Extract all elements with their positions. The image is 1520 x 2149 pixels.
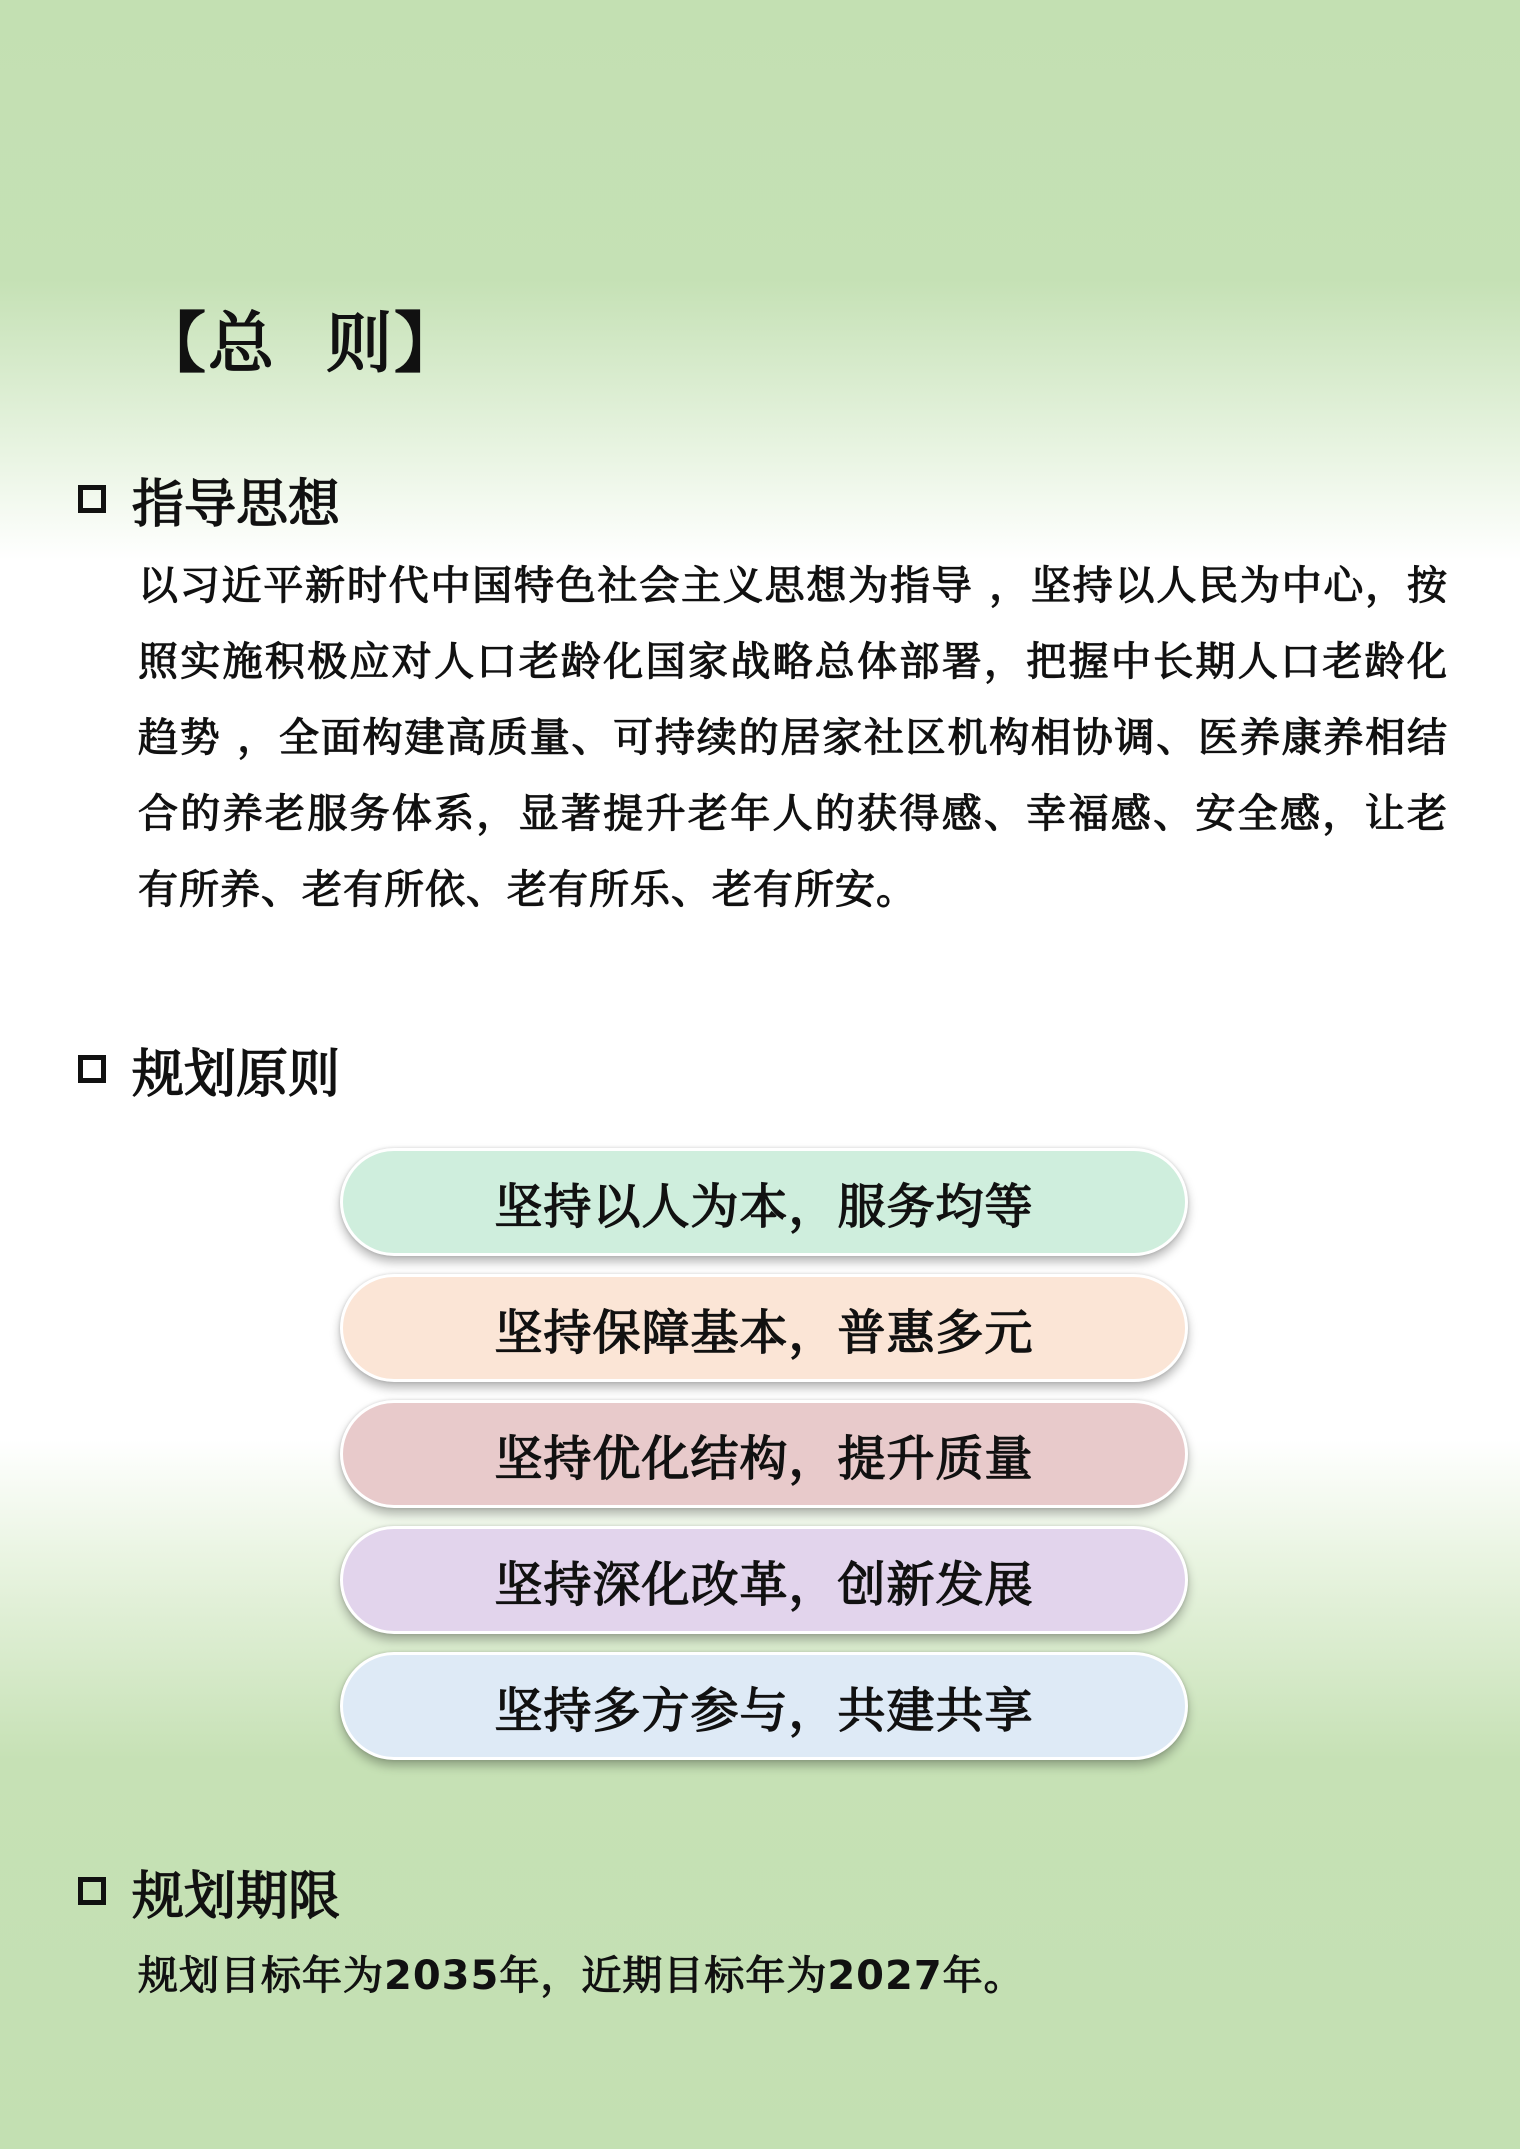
principles-list xyxy=(340,1148,1188,1760)
page-title: 【总 则】 xyxy=(140,305,462,382)
square-bullet-icon xyxy=(78,1877,106,1905)
section-heading-guiding-thought xyxy=(78,464,340,534)
square-bullet-icon xyxy=(78,1055,106,1083)
section-heading-period xyxy=(78,1856,340,1926)
principle-item: 坚持深化改革，创新发展 xyxy=(340,1526,1188,1634)
principle-item: 坚持以人为本，服务均等 xyxy=(340,1148,1188,1256)
principle-item: 坚持保障基本，普惠多元 xyxy=(340,1274,1188,1382)
guiding-thought-paragraph: 以习近平新时代中国特色社会主义思想为指导 ，坚持以人民为中心，按照实施积极应对人口老龄化国家战略总体部署，把握中长期人口老龄化趋势 ，全面构建高质量、可持续的居家社区机构相协调、医养康养相结合的养老服务体系，显著提升老年人的获得感、幸福感、安全感，让老有所养、老有所依、老有所乐、老有所安。 xyxy=(138,563,1448,913)
principle-item: 坚持多方参与，共建共享 xyxy=(340,1652,1188,1760)
period-paragraph: 规划目标年为2035年，近期目标年为2027年。 xyxy=(138,1953,1025,1999)
section-heading-text: 规划期限 xyxy=(132,1866,341,1927)
square-bullet-icon xyxy=(78,485,106,513)
principle-item: 坚持优化结构，提升质量 xyxy=(340,1400,1188,1508)
section-heading-principles xyxy=(78,1034,340,1104)
section-heading-text: 规划原则 xyxy=(132,1044,341,1105)
section-heading-text: 指导思想 xyxy=(132,474,341,535)
